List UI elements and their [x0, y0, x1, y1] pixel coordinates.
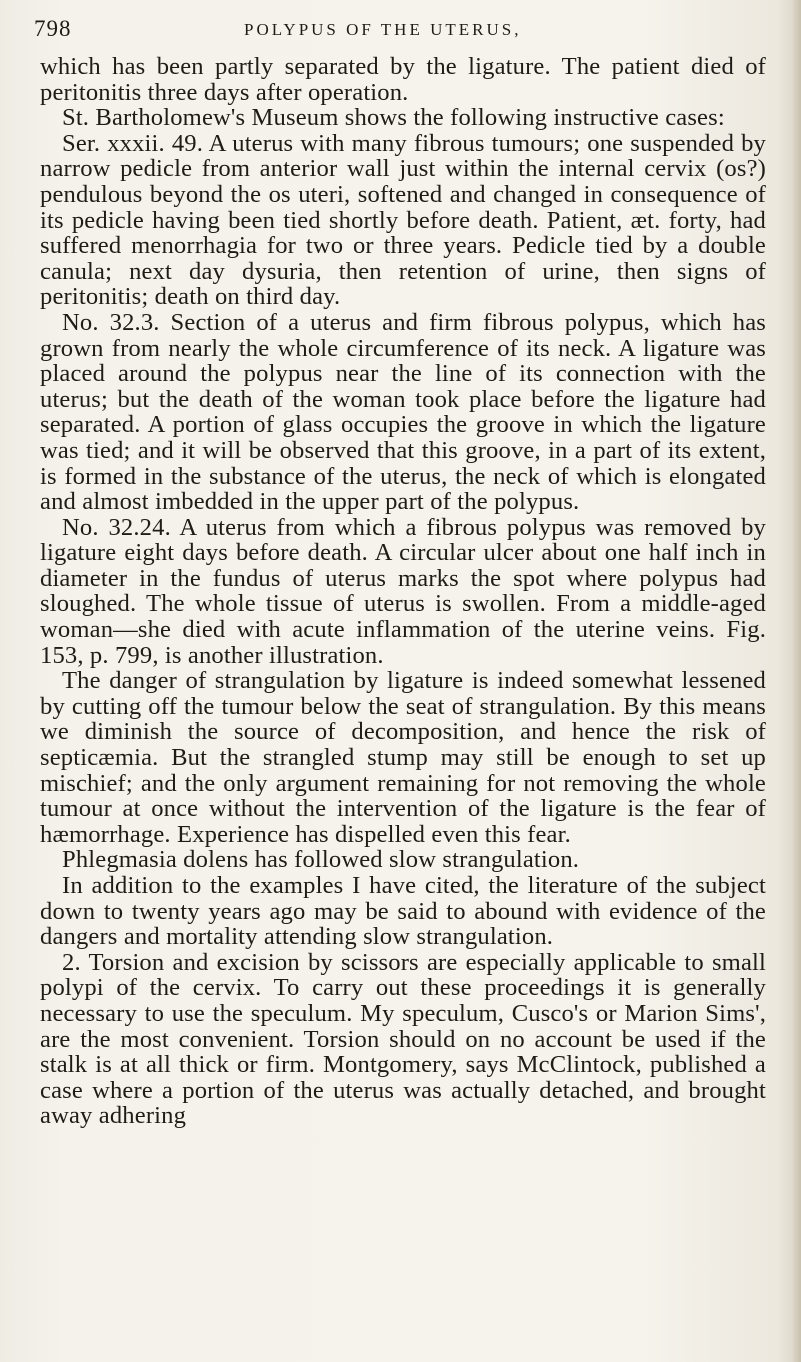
paragraph-torsion-excision: 2. Torsion and excision by scissors are especially applicable to small polypi of the cervix. To carry out these proceedings it is generally necessary to use the speculum. My speculum, Cusco's or Marion Sims', are the most convenient. Torsion should on no account be used if the stalk is at all thick or firm. Montgomery, says McClintock, published a case where a portion of the uterus was actually detached, and brought away adhering [40, 948, 766, 1130]
paragraph-danger-strangulation: The danger of strangulation by ligature is indeed somewhat lessened by cutting off the tumour below the seat of strangulation. By this means we diminish the source of decomposition, and hence the risk of septicæmia. But the strangled stump may still be enough to set up mischief; and the only argument remaining for not removing the whole tumour at once without the intervention of the ligature is the fear of hæmorrhage. Experience has dispelled even this fear. [40, 667, 766, 848]
paragraph-case-32-24: No. 32.24. A uterus from which a fibrous polypus was removed by ligature eight days before death. A circular ulcer about one half inch in diameter in the fundus of uterus marks the spot where polypus had sloughed. The whole tissue of uterus is swollen. From a middle-aged woman—she died with acute inflammation of the uterine veins. Fig. 153, p. 799, is another illustration. [40, 513, 766, 669]
body-text [40, 54, 766, 1129]
paragraph-museum-intro: St. Bartholomew's Museum shows the following instructive cases: [62, 104, 725, 132]
page-number: 798 [34, 16, 72, 41]
paragraph-phlegmasia: Phlegmasia dolens has followed slow strangulation. [62, 846, 580, 874]
paragraph-case-32-3: No. 32.3. Section of a uterus and firm fibrous polypus, which has grown from nearly the whole circumference of its neck. A ligature was placed around the polypus near the line of its connection with the uterus; but the death of the woman took place before the ligature had separated. A portion of glass occupies the groove in which the ligature was tied; and it will be observed that this groove, in a part of its extent, is formed in the substance of the uterus, the neck of which is elongated and almost imbedded in the upper part of the polypus. [40, 308, 766, 516]
page-header [34, 16, 773, 46]
paragraph-literature: In addition to the examples I have cited, the literature of the subject down to twenty years ago may be said to abound with evidence of the dangers and mortality attending slow strangulation. [40, 872, 766, 951]
running-head: POLYPUS OF THE UTERUS, [244, 20, 522, 39]
page-edge [793, 0, 801, 1362]
paragraph-case-ser-xxxii-49: Ser. xxxii. 49. A uterus with many fibrous tumours; one suspended by narrow pedicle from anterior wall just within the internal cervix (os?) pendulous beyond the os uteri, softened and changed in consequence of its pedicle having been tied shortly before death. Patient, æt. forty, had suffered menorrhagia for two or three years. Pedicle tied by a double canula; next day dysuria, then retention of urine, then signs of peritonitis; death on third day. [40, 129, 766, 311]
paragraph-continuation: which has been partly separated by the ligature. The patient died of peritonitis three days after operation. [40, 53, 766, 106]
